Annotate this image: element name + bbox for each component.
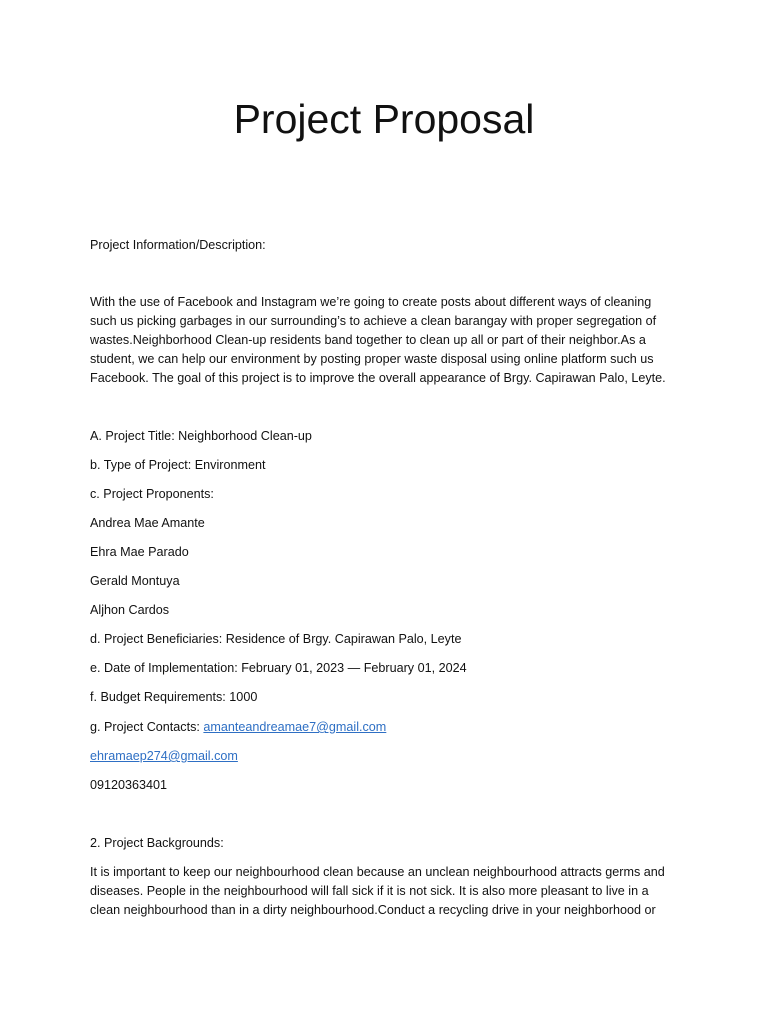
description-line: student, we can help our environment by posting proper waste disposal using online platform such us [90, 352, 654, 366]
proponent-name: Aljhon Cardos [90, 603, 170, 617]
proponent-name: Ehra Mae Parado [90, 545, 189, 559]
contact-email-link[interactable]: amanteandreamae7@gmail.com [203, 720, 387, 734]
description-line: such us picking garbages in our surrounding’s to achieve a clean barangay with proper segregation of [90, 314, 657, 328]
beneficiaries-line: d. Project Beneficiaries: Residence of Brgy. Capirawan Palo, Leyte [90, 632, 462, 646]
contacts-line [90, 718, 386, 737]
background-line: clean neighbourhood than in a dirty neighbourhood.Conduct a recycling drive in your neighborhood or [90, 903, 656, 917]
description-line: With the use of Facebook and Instagram we’re going to create posts about different ways of cleaning [90, 295, 652, 309]
background-paragraph [90, 863, 680, 920]
implementation-date-line: e. Date of Implementation: February 01, 2023 — February 01, 2024 [90, 661, 467, 675]
contact-email-line [90, 747, 238, 766]
background-line: diseases. People in the neighbourhood will fall sick if it is not sick. It is also more pleasant to live in a [90, 884, 649, 898]
backgrounds-heading: 2. Project Backgrounds: [90, 836, 224, 850]
description-paragraph [90, 293, 680, 388]
contact-phone: 09120363401 [90, 778, 168, 792]
project-title-line: A. Project Title: Neighborhood Clean-up [90, 429, 312, 443]
description-line: wastes.Neighborhood Clean-up residents band together to clean up all or part of their neighbor.As a [90, 333, 646, 347]
background-line: It is important to keep our neighbourhood clean because an unclean neighbourhood attracts germs and [90, 865, 665, 879]
project-type-line: b. Type of Project: Environment [90, 458, 266, 472]
budget-line: f. Budget Requirements: 1000 [90, 690, 258, 704]
proponent-name: Gerald Montuya [90, 574, 180, 588]
proponent-name: Andrea Mae Amante [90, 516, 205, 530]
proponents-heading: c. Project Proponents: [90, 487, 214, 501]
document-title: Project Proposal [233, 96, 535, 142]
description-line: Facebook. The goal of this project is to improve the overall appearance of Brgy. Capirawan Palo, Leyte. [90, 371, 666, 385]
contact-email-link[interactable]: ehramaep274@gmail.com [90, 749, 238, 763]
info-heading: Project Information/Description: [90, 238, 266, 252]
contacts-label: g. Project Contacts: [90, 720, 204, 734]
